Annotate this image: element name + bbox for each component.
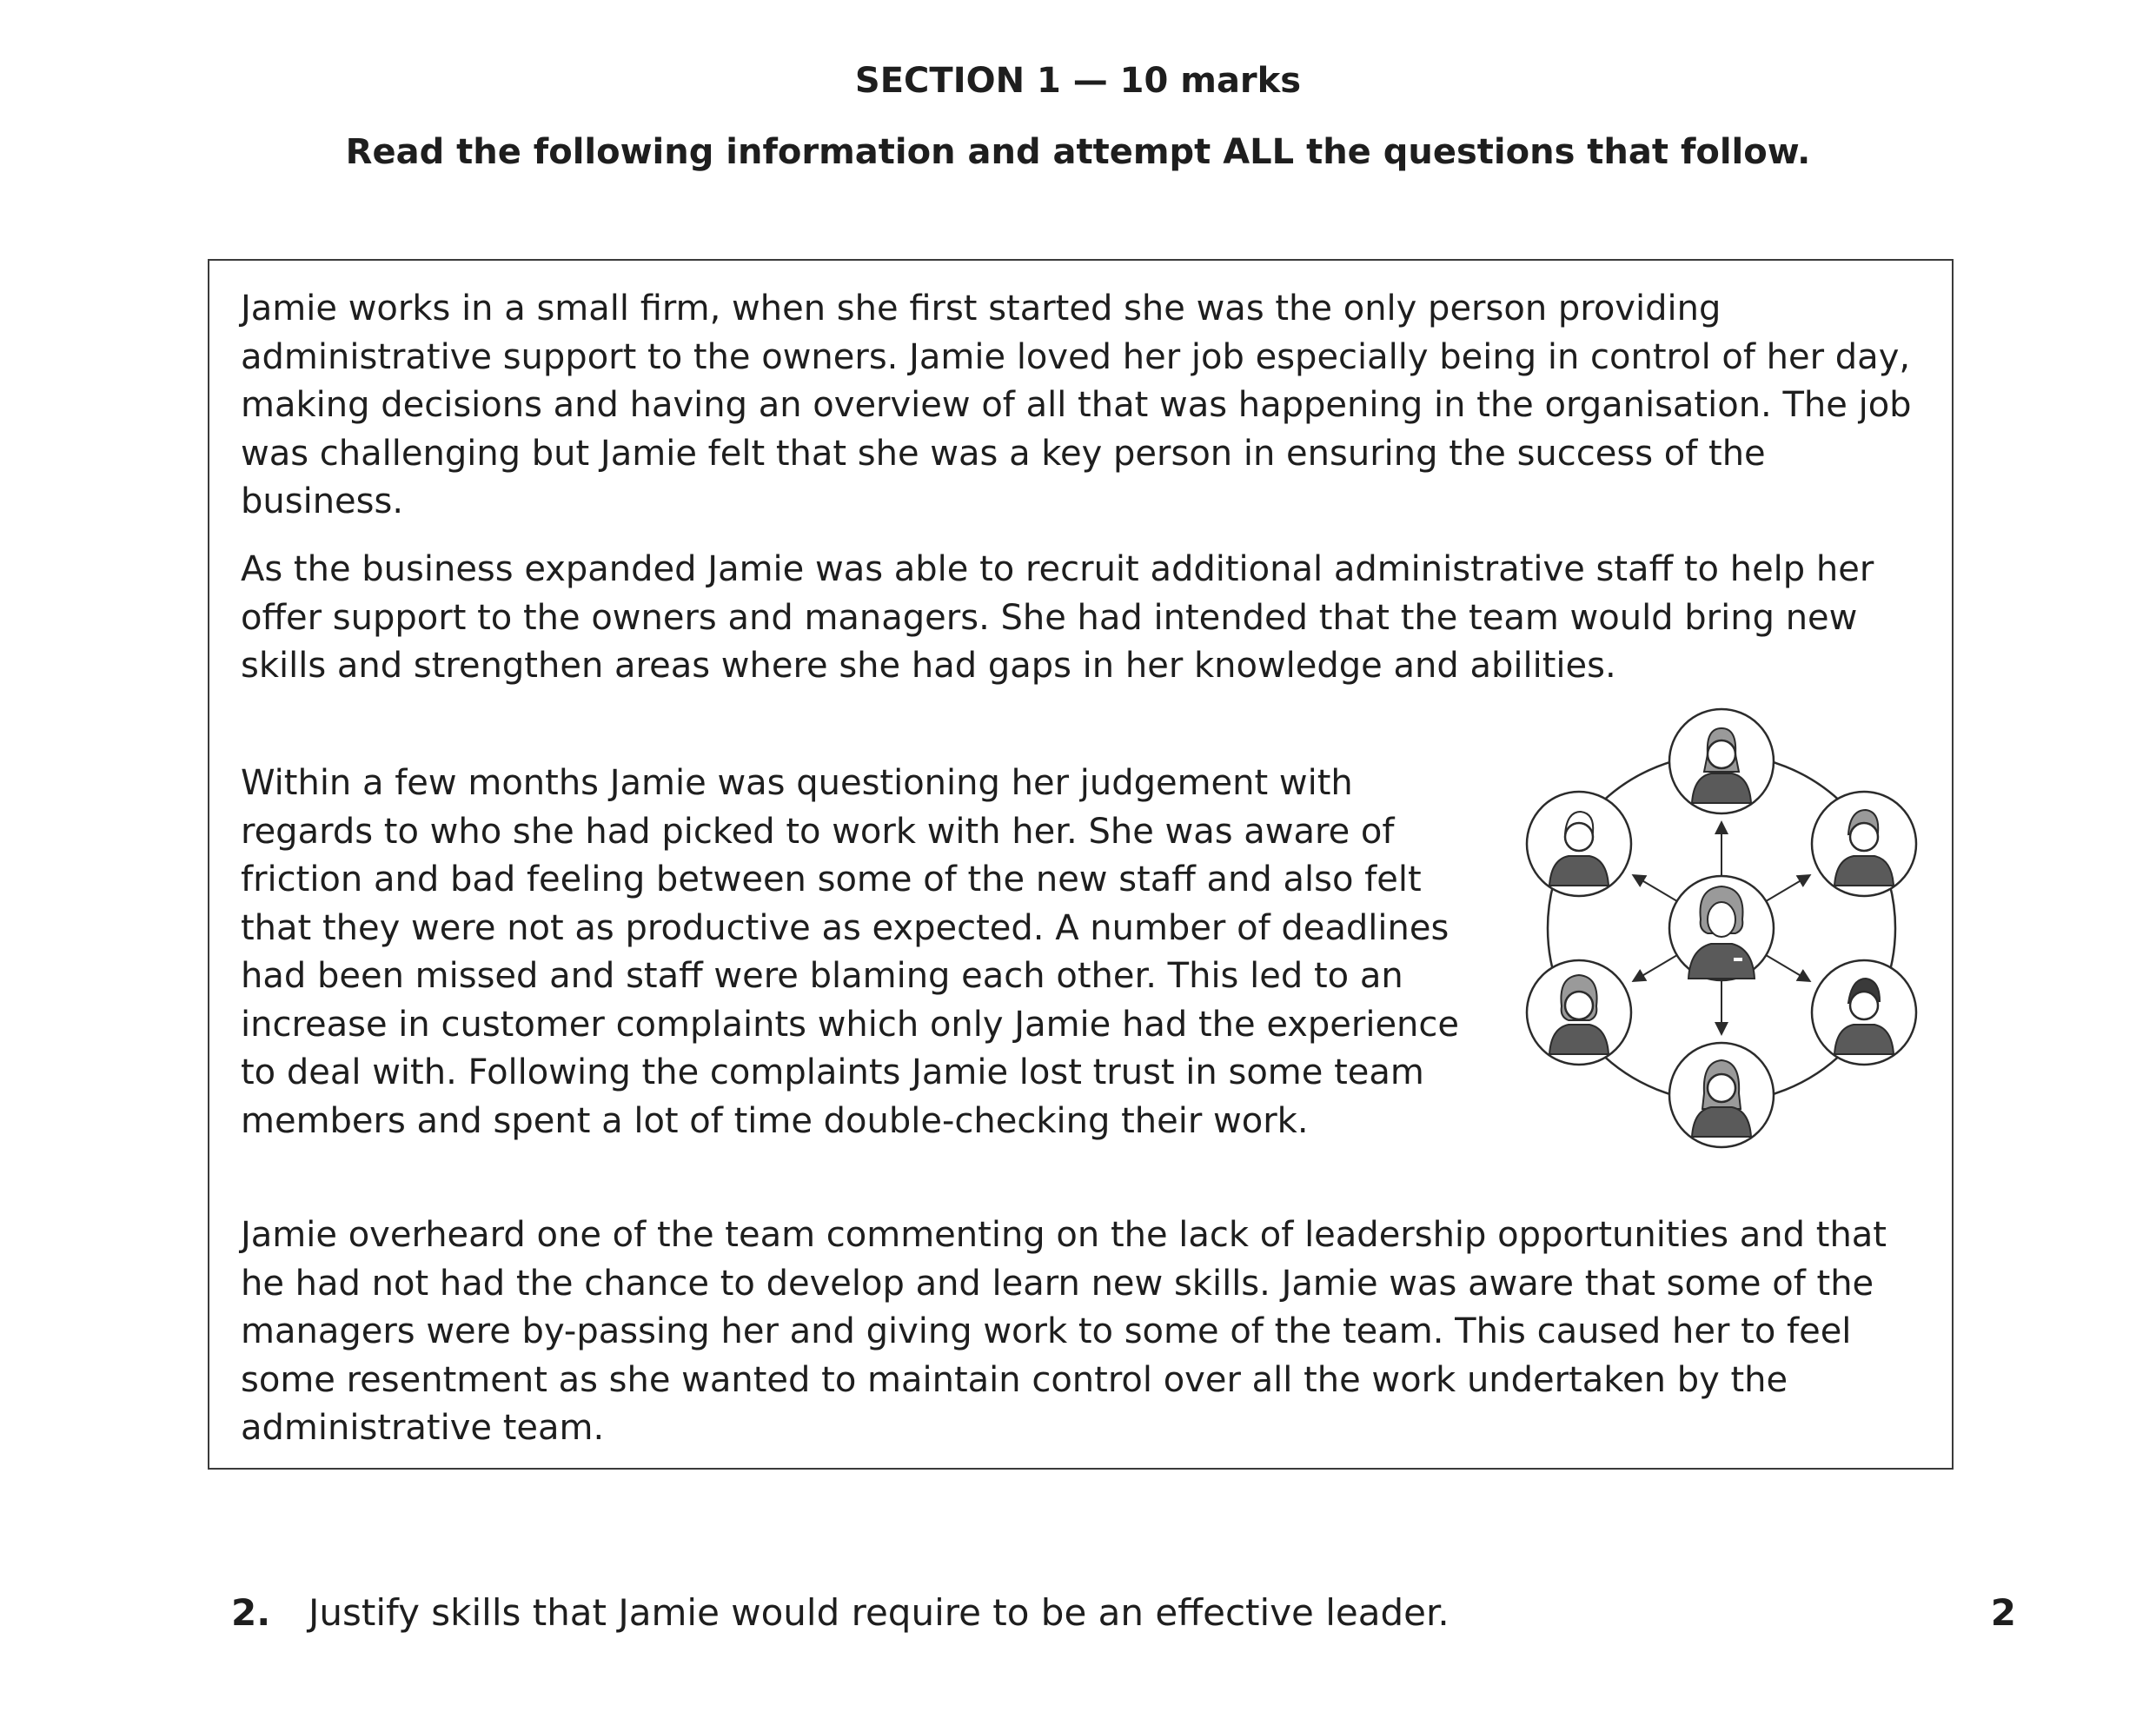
case-paragraph-4: Jamie overheard one of the team commenting on the lack of leadership opportunities and that he had not had the chance to develop and learn new skills. Jamie was aware that some of the managers were by-passing her and giving work to some of the team. This caused her to feel some resentment as she wanted to maintain control over all the work undertaken by the administrative team. (241, 1215, 1887, 1448)
case-paragraph-3: Within a few months Jamie was questioning her judgement with regards to who she had picked to work with her. She was aware of friction and bad feeling between some of the new staff and also felt that they were not as productive as expected. A number of deadlines had been missed and staff were blaming each other. This led to an increase in customer complaints which only Jamie had the experience to deal with. Following the complaints Jamie lost trust in some team members and spent a lot of time double-checking their work. (241, 763, 1460, 1141)
team-member-avatar (1669, 1043, 1774, 1147)
question-marks: 2 (1990, 1591, 2016, 1634)
section-title: SECTION 1 — 10 marks (854, 61, 1302, 101)
team-member-avatar (1669, 709, 1774, 813)
leader-avatar (1669, 876, 1774, 980)
case-paragraph-2: As the business expanded Jamie was able to recruit additional administrative staff to help her offer support to the owners and managers. She had intended that the team would bring new skills and strengthen areas where she had gaps in her knowledge and abilities. (241, 549, 1874, 686)
question-number: 2. (231, 1591, 271, 1634)
case-study-box (208, 259, 1954, 1470)
team-network-icon (1496, 702, 1947, 1154)
section-instructions: Read the following information and attempt ALL the questions that follow. (345, 132, 1811, 172)
team-member-avatar (1527, 960, 1631, 1065)
team-member-avatar (1527, 792, 1631, 896)
team-member-avatar (1812, 960, 1916, 1065)
case-paragraph-1: Jamie works in a small firm, when she first started she was the only person providing administrative support to the owners. Jamie loved her job especially being in control of her day, making decisions and having an overview of all that was happening in the organisation. The job was challenging but Jamie felt that she was a key person in ensuring the success of the business. (241, 289, 1912, 521)
team-member-avatar (1812, 792, 1916, 896)
question-text: Justify skills that Jamie would require to be an effective leader. (308, 1591, 1449, 1634)
